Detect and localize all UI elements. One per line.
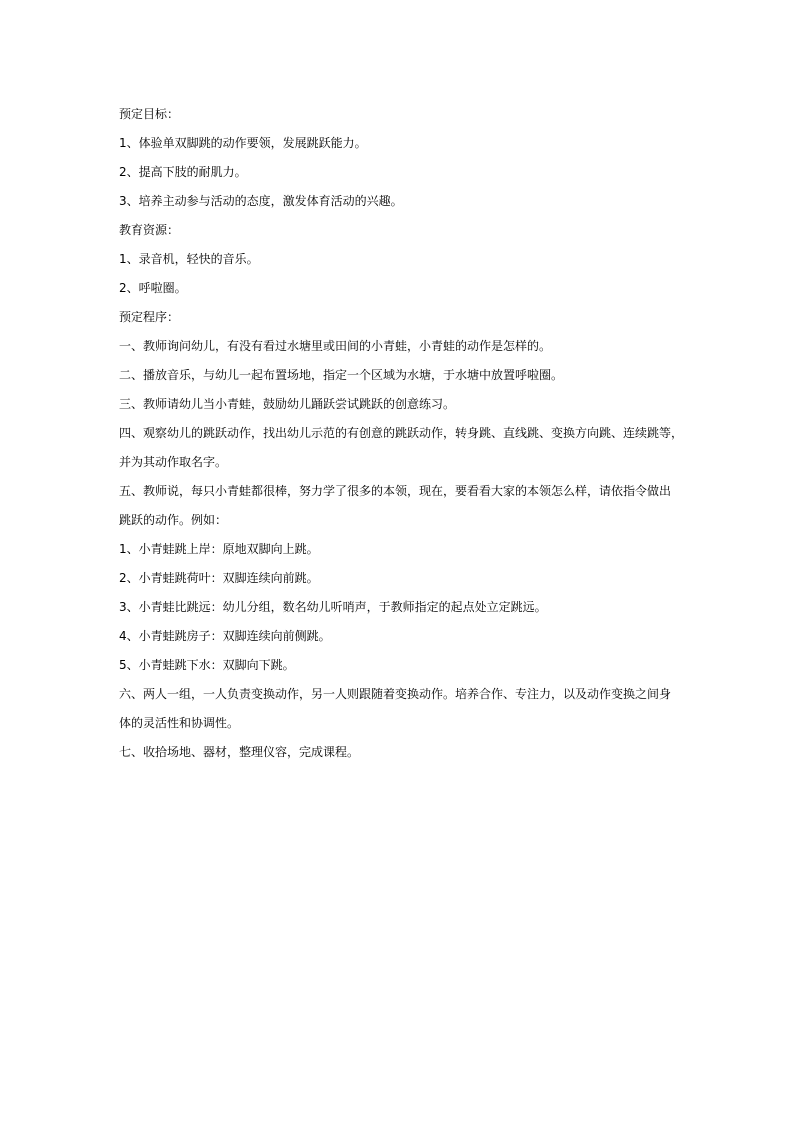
sub-item-2: 2、小青蛙跳荷叶：双脚连续向前跳。 bbox=[119, 571, 319, 585]
resource-item-2: 2、呼啦圈。 bbox=[119, 281, 187, 295]
resource-item-1: 1、录音机，轻快的音乐。 bbox=[119, 252, 259, 266]
procedure-step-2: 二、播放音乐，与幼儿一起布置场地，指定一个区域为水塘，于水塘中放置呼啦圈。 bbox=[119, 368, 564, 382]
procedure-step-6: 六、两人一组，一人负责变换动作，另一人则跟随着变换动作。培养合作、专注力，以及动作变换之间身 bbox=[119, 687, 672, 701]
sub-item-3: 3、小青蛙比跳远：幼儿分组，数名幼儿听哨声，于教师指定的起点处立定跳远。 bbox=[119, 600, 547, 614]
section-heading-procedure: 预定程序： bbox=[119, 310, 180, 324]
procedure-step-4-continued: 并为其动作取名字。 bbox=[119, 455, 228, 469]
sub-item-5: 5、小青蛙跳下水：双脚向下跳。 bbox=[119, 658, 295, 672]
procedure-step-5-continued: 跳跃的动作。例如： bbox=[119, 513, 228, 527]
procedure-step-1: 一、教师询问幼儿，有没有看过水塘里或田间的小青蛙，小青蛙的动作是怎样的。 bbox=[119, 339, 552, 353]
sub-item-1: 1、小青蛙跳上岸：原地双脚向上跳。 bbox=[119, 542, 319, 556]
sub-item-4: 4、小青蛙跳房子：双脚连续向前侧跳。 bbox=[119, 629, 331, 643]
procedure-step-5: 五、教师说，每只小青蛙都很棒，努力学了很多的本领，现在，要看看大家的本领怎么样，请依指令做出 bbox=[119, 484, 672, 498]
procedure-step-3: 三、教师请幼儿当小青蛙，鼓励幼儿踊跃尝试跳跃的创意练习。 bbox=[119, 397, 456, 411]
document-body bbox=[119, 100, 684, 767]
procedure-step-4: 四、观察幼儿的跳跃动作，找出幼儿示范的有创意的跳跃动作，转身跳、直线跳、变换方向跳、连续跳等， bbox=[119, 426, 684, 440]
goal-item-2: 2、提高下肢的耐肌力。 bbox=[119, 165, 247, 179]
section-heading-resources: 教育资源： bbox=[119, 223, 180, 237]
goal-item-3: 3、培养主动参与活动的态度，激发体育活动的兴趣。 bbox=[119, 194, 403, 208]
procedure-step-6-continued: 体的灵活性和协调性。 bbox=[119, 716, 240, 730]
procedure-step-7: 七、收拾场地、器材，整理仪容，完成课程。 bbox=[119, 745, 360, 759]
section-heading-goals: 预定目标： bbox=[119, 107, 180, 121]
goal-item-1: 1、体验单双脚跳的动作要领，发展跳跃能力。 bbox=[119, 136, 367, 150]
